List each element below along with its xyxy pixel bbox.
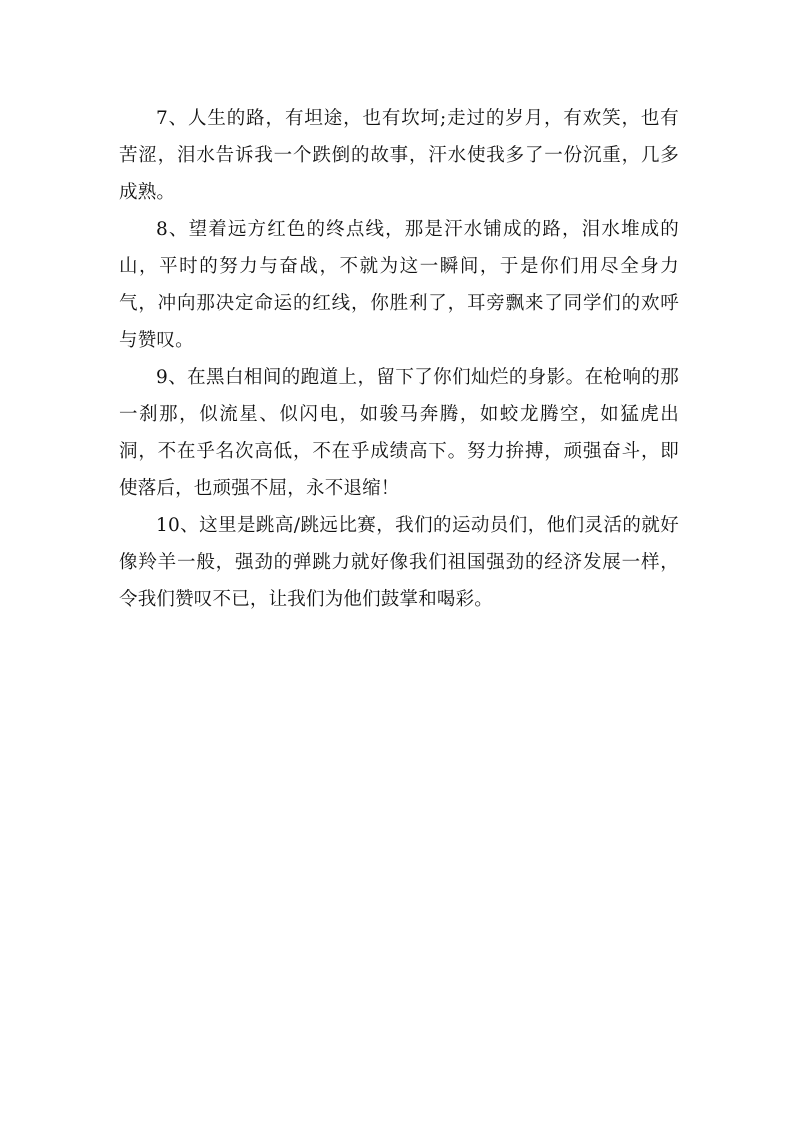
paragraph-7: 7、人生的路，有坦途，也有坎坷;走过的岁月，有欢笑，也有苦涩，泪水告诉我一个跌倒的故事，汗水使我多了一份沉重，几多成熟。	[119, 108, 679, 203]
paragraph-8: 8、望着远方红色的终点线，那是汗水铺成的路，泪水堆成的山，平时的努力与奋战，不就为这一瞬间，于是你们用尽全身力气，冲向那决定命运的红线，你胜利了，耳旁飘来了同学们的欢呼与赞叹。	[119, 219, 679, 351]
paragraph-9: 9、在黑白相间的跑道上，留下了你们灿烂的身影。在枪响的那一刹那，似流星、似闪电，如骏马奔腾，如蛟龙腾空，如猛虎出洞，不在乎名次高低，不在乎成绩高下。努力拚搏，顽强奋斗，即使落后，也顽强不屈，永不退缩！	[119, 367, 679, 499]
document-body	[119, 100, 679, 618]
paragraph-10: 10、这里是跳高/跳远比赛，我们的运动员们，他们灵活的就好像羚羊一般，强劲的弹跳力就好像我们祖国强劲的经济发展一样，令我们赞叹不已，让我们为他们鼓掌和喝彩。	[119, 515, 679, 610]
